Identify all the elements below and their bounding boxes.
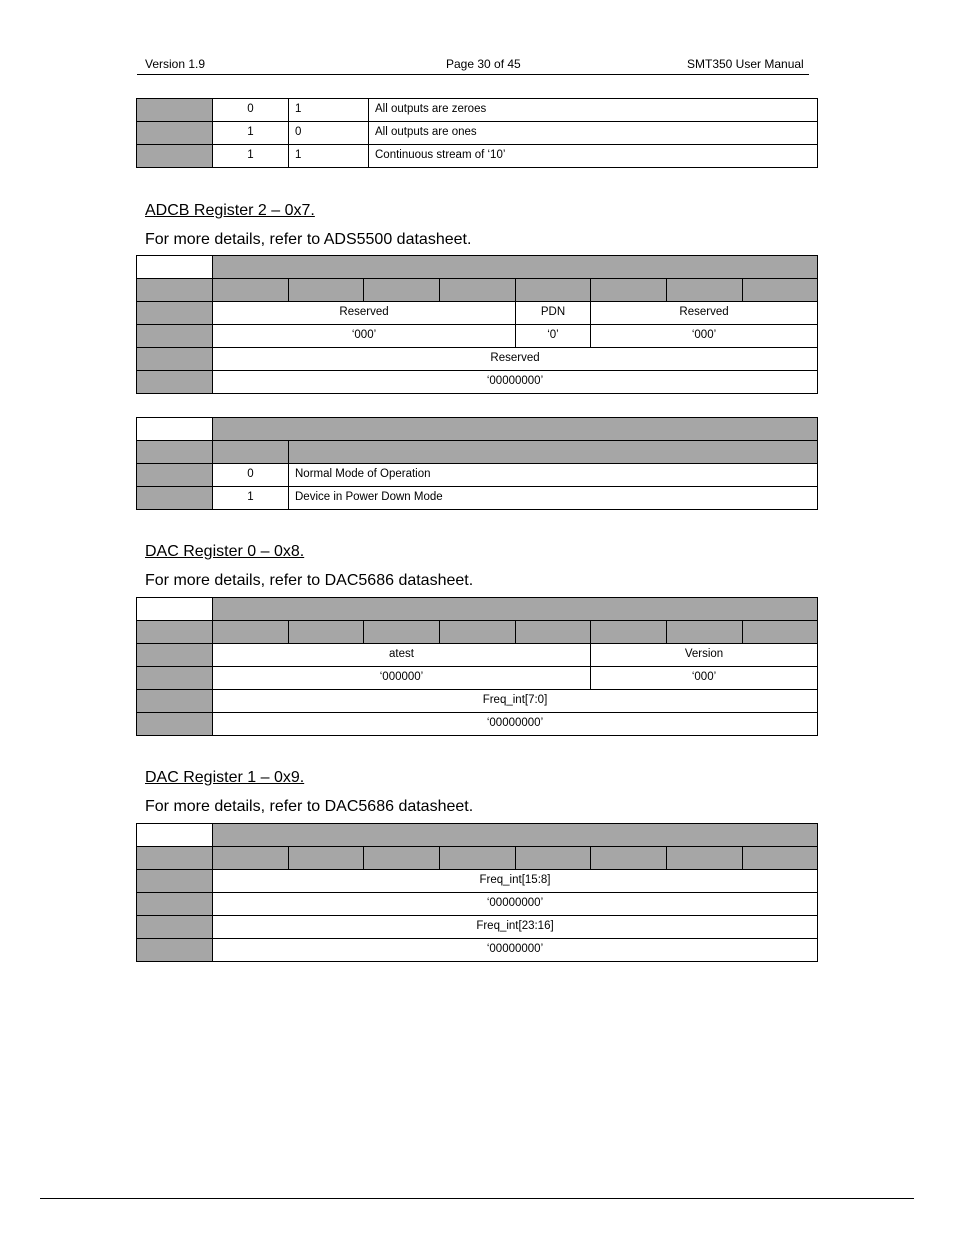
section-subtitle-adcb-register-2: For more details, refer to ADS5500 datasheet. [145, 231, 472, 248]
table-row: ‘00000000’ [137, 939, 818, 962]
section-title-dac-register-0: DAC Register 0 – 0x8. [145, 543, 305, 560]
table-row: ‘00000000’ [137, 371, 818, 394]
dac-register-0-table [136, 597, 818, 736]
table-row [137, 598, 818, 621]
table-row: 0 Normal Mode of Operation [137, 464, 818, 487]
table-row [137, 824, 818, 847]
table-row [137, 621, 818, 644]
table-row [137, 279, 818, 302]
header-version: Version 1.9 [145, 57, 206, 71]
table-row: ‘00000000’ [137, 713, 818, 736]
footer-rule [40, 1198, 914, 1199]
section-title-dac-register-1: DAC Register 1 – 0x9. [145, 769, 305, 786]
table-row: Reserved [137, 348, 818, 371]
table-row: atest Version [137, 644, 818, 667]
table-row: ‘000000’ ‘000’ [137, 667, 818, 690]
pdn-table [136, 417, 818, 510]
header-rule [137, 74, 809, 75]
dac-register-1-table [136, 823, 818, 962]
table-row: 1 1 Continuous stream of ‘10’ [137, 145, 818, 168]
test-pattern-table [136, 98, 818, 168]
table-row: 0 1 All outputs are zeroes [137, 99, 818, 122]
section-subtitle-dac-register-0: For more details, refer to DAC5686 datasheet. [145, 572, 474, 589]
table-row: 1 Device in Power Down Mode [137, 487, 818, 510]
section-title-adcb-register-2: ADCB Register 2 – 0x7. [145, 202, 315, 219]
table-row: Reserved PDN Reserved [137, 302, 818, 325]
adcb-register-2-table [136, 255, 818, 394]
header-page-number: Page 30 of 45 [446, 57, 521, 71]
table-row [137, 256, 818, 279]
table-row: Freq_int[7:0] [137, 690, 818, 713]
header-manual-title: SMT350 User Manual [687, 57, 804, 71]
table-row: Freq_int[15:8] [137, 870, 818, 893]
table-row: 1 0 All outputs are ones [137, 122, 818, 145]
table-row: ‘000’ ‘0’ ‘000’ [137, 325, 818, 348]
section-subtitle-dac-register-1: For more details, refer to DAC5686 datasheet. [145, 798, 474, 815]
table-row [137, 847, 818, 870]
table-row: ‘00000000’ [137, 893, 818, 916]
table-row: Freq_int[23:16] [137, 916, 818, 939]
table-row [137, 441, 818, 464]
table-row [137, 418, 818, 441]
